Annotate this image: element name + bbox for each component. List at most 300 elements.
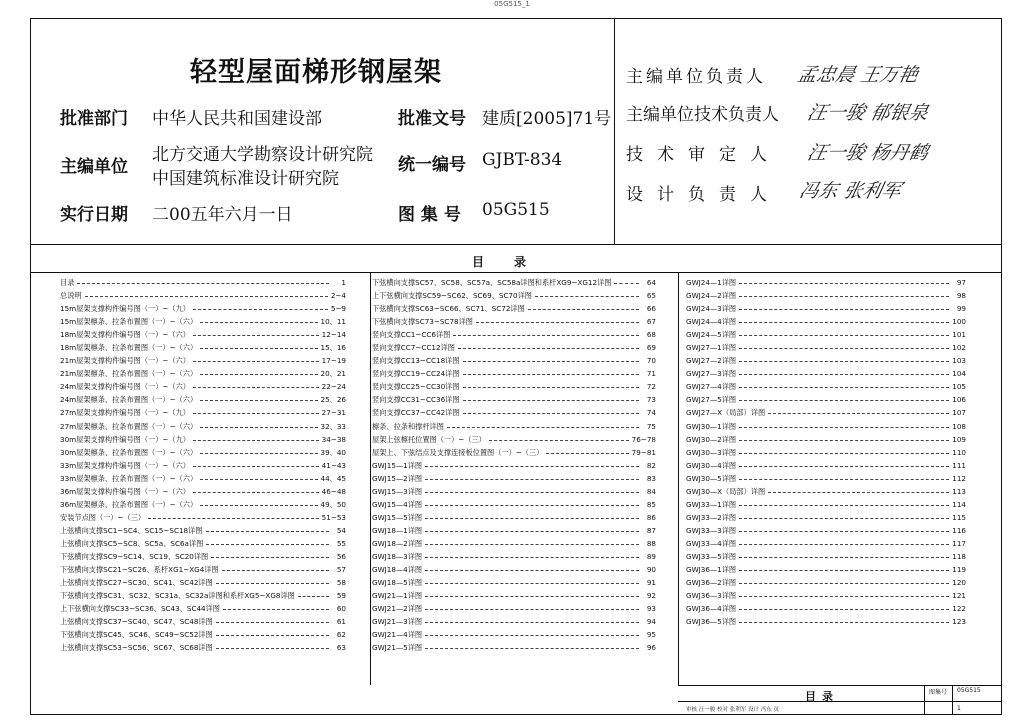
toc-entry-title: GWJ27—1详图	[686, 343, 737, 353]
toc-leader	[739, 335, 949, 336]
toc-entry-title: 18m屋架支撑构件编号图（一）~（六）	[60, 330, 190, 340]
toc-entry-page: 67	[646, 317, 656, 327]
toc-entry-page: 107	[952, 408, 966, 418]
toc-entry	[686, 289, 966, 302]
approve-doc: 建质[2005]71号	[482, 109, 612, 129]
toc-entry	[686, 276, 966, 289]
toc-entry-title: GWJ33—5详图	[686, 551, 737, 561]
toc-entry	[60, 537, 346, 550]
toc-leader	[614, 283, 639, 284]
toc-entry-page: 106	[952, 395, 966, 405]
toc-entry	[686, 615, 966, 628]
chief-unit-head-label: 主编单位负责人	[626, 67, 766, 87]
toc-entry-title: GWJ36—2详图	[686, 578, 737, 588]
toc-entry	[686, 433, 966, 446]
toc-entry-title: GWJ18—5详图	[372, 578, 423, 588]
toc-leader	[216, 635, 329, 636]
toc-leader	[425, 531, 639, 532]
toc-leader	[739, 322, 949, 323]
toc-entry-page: 76~78	[631, 434, 656, 444]
toc-leader	[739, 453, 949, 454]
toc-entry-title: 27m屋架支撑构件编号图（一）~（九）	[60, 408, 190, 418]
toc-entry	[372, 433, 656, 446]
toc-entry-page: 51~53	[321, 512, 346, 522]
toc-entry	[686, 511, 966, 524]
toc-leader	[739, 570, 949, 571]
toc-entry-title: GWJ18—1详图	[372, 525, 423, 535]
toc-entry-title: GWJ36—5详图	[686, 617, 737, 627]
toc-leader	[425, 492, 639, 493]
toc-entry	[372, 289, 656, 302]
toc-entry-title: GWJ36—3详图	[686, 591, 737, 601]
toc-entry-page: 104	[952, 369, 966, 379]
toc-entry	[372, 628, 656, 641]
toc-entry-page: 84	[646, 486, 656, 496]
toc-entry-title: 上弦横向支撑SC37~SC40、SC47、SC48详图	[60, 617, 213, 627]
toc-entry-title: GWJ24—5详图	[686, 330, 737, 340]
toc-entry-title: 竖向支撑CC37~CC42详图	[372, 408, 460, 418]
toc-entry-title: GWJ24—3详图	[686, 304, 737, 314]
toc-entry	[60, 511, 346, 524]
toc-entry-title: GWJ24—4详图	[686, 317, 737, 327]
toc-leader	[739, 609, 949, 610]
toc-entry	[686, 315, 966, 328]
title-block-sep	[952, 685, 953, 715]
toc-leader	[193, 466, 319, 467]
toc-leader	[193, 492, 319, 493]
toc-entry	[60, 276, 346, 289]
toc-entry-title: 21m屋架檩条、拉条布置图（一）~（六）	[60, 369, 198, 379]
toc-leader	[463, 413, 639, 414]
toc-entry-page: 122	[952, 604, 966, 614]
toc-entry-page: 44、45	[320, 473, 346, 483]
toc-leader	[739, 466, 949, 467]
toc-leader	[425, 557, 639, 558]
toc-entry-page: 95	[646, 630, 656, 640]
toc-entry-page: 105	[952, 382, 966, 392]
toc-leader	[200, 400, 317, 401]
toc-entry	[60, 641, 346, 654]
toc-entry-title: 下弦横向支撑SC73~SC78详图	[372, 317, 473, 327]
toc-leader	[425, 570, 639, 571]
toc-leader	[211, 557, 329, 558]
toc-entry-page: 54	[336, 525, 346, 535]
toc-entry-title: GWJ27—4详图	[686, 382, 737, 392]
toc-entry	[60, 315, 346, 328]
toc-leader	[739, 361, 949, 362]
toc-entry-page: 90	[646, 565, 656, 575]
toc-entry-page: 64	[646, 278, 656, 287]
toc-leader	[200, 479, 317, 480]
toc-leader	[193, 361, 319, 362]
toc-entry	[372, 276, 656, 289]
approve-dept-label: 批准部门	[60, 109, 128, 129]
toc-entry	[686, 576, 966, 589]
toc-entry	[686, 393, 966, 406]
toc-entry	[686, 328, 966, 341]
toc-leader	[739, 518, 949, 519]
toc-leader	[77, 283, 329, 284]
toc-entry	[60, 459, 346, 472]
toc-entry-page: 2~4	[330, 291, 346, 301]
toc-entry	[60, 498, 346, 511]
toc-entry	[372, 472, 656, 485]
toc-entry	[60, 406, 346, 419]
toc-leader	[739, 557, 949, 558]
toc-entry-title: GWJ30—4详图	[686, 460, 737, 470]
toc-leader	[739, 374, 949, 375]
toc-entry-page: 61	[336, 617, 346, 627]
toc-entry-title: GWJ15—3详图	[372, 486, 423, 496]
toc-entry-title: 上弦横向支撑SC5~SC8、SC5a、SC6a详图	[60, 538, 204, 548]
toc-entry-title: 屋架上、下弦结点及支撑连接板位置图（一）~（三）	[372, 447, 544, 457]
toc-entry-title: 下弦横向支撑SC45、SC46、SC49~SC52详图	[60, 630, 213, 640]
toc-entry	[372, 393, 656, 406]
toc-entry-title: 21m屋架支撑构件编号图（一）~（六）	[60, 356, 190, 366]
title-block-code-label: 图集号	[929, 689, 948, 696]
toc-entry-page: 34~38	[321, 434, 346, 444]
title-block-code: 05G515	[957, 687, 981, 694]
toc-leader	[739, 309, 949, 310]
toc-leader	[200, 348, 317, 349]
toc-entry-page: 116	[952, 525, 966, 535]
toc-entry-page: 97	[956, 278, 966, 287]
toc-entry-page: 68	[646, 330, 656, 340]
toc-entry-page: 60	[336, 604, 346, 614]
toc-leader	[458, 348, 639, 349]
toc-entry	[686, 354, 966, 367]
toc-entry-page: 15、16	[320, 343, 346, 353]
toc-leader	[535, 296, 639, 297]
toc-entry	[60, 563, 346, 576]
toc-leader	[739, 505, 949, 506]
toc-entry	[372, 576, 656, 589]
toc-entry-page: 96	[646, 643, 656, 653]
toc-entry-page: 93	[646, 604, 656, 614]
toc-entry	[60, 550, 346, 563]
toc-leader	[216, 622, 329, 623]
toc-entry-page: 69	[646, 343, 656, 353]
toc-entry	[372, 367, 656, 380]
atlas-title: 轻型屋面梯形钢屋架	[190, 57, 442, 88]
toc-leader	[739, 583, 949, 584]
toc-entry-page: 88	[646, 538, 656, 548]
toc-heading-rule	[30, 272, 1002, 273]
toc-entry	[372, 641, 656, 654]
toc-entry	[60, 302, 346, 315]
toc-entry-title: GWJ30—1详图	[686, 421, 737, 431]
toc-entry-page: 12~14	[321, 330, 346, 340]
toc-entry-title: 屋架上弦檩托位置图（一）~（三）	[372, 434, 486, 444]
toc-entry-title: GWJ18—2详图	[372, 538, 423, 548]
toc-entry-page: 39、40	[320, 447, 346, 457]
toc-entry-title: 33m屋架支撑构件编号图（一）~（六）	[60, 460, 190, 470]
toc-entry-page: 98	[956, 291, 966, 301]
toc-entry-page: 74	[646, 408, 656, 418]
toc-leader	[768, 492, 949, 493]
toc-entry	[372, 615, 656, 628]
toc-entry-title: 下弦横向支撑SC9~SC14、SC19、SC20详图	[60, 551, 209, 561]
toc-column-2	[372, 276, 656, 654]
toc-entry-page: 94	[646, 617, 656, 627]
toc-entry	[60, 341, 346, 354]
toc-entry-page: 120	[952, 578, 966, 588]
toc-entry-title: GWJ15—4详图	[372, 499, 423, 509]
toc-entry-page: 119	[952, 565, 966, 575]
toc-entry-page: 71	[646, 369, 656, 379]
header-vertical-divider	[614, 18, 615, 244]
atlas-no-label: 图 集 号	[398, 205, 461, 225]
effective-date: 二00五年六月一日	[152, 205, 293, 225]
toc-entry-title: GWJ21—5详图	[372, 643, 423, 653]
toc-entry	[60, 472, 346, 485]
tech-head-label: 主编单位技术负责人	[626, 105, 779, 125]
toc-leader	[216, 583, 329, 584]
toc-entry-title: 安装节点图（一）~（三）	[60, 512, 146, 522]
toc-entry-title: GWJ33—3详图	[686, 525, 737, 535]
toc-entry-title: 36m屋架支撑构件编号图（一）~（六）	[60, 486, 190, 496]
toc-leader	[463, 361, 639, 362]
toc-entry	[60, 289, 346, 302]
toc-entry-page: 49、50	[320, 499, 346, 509]
toc-entry-page: 5~9	[330, 304, 346, 314]
toc-entry-page: 101	[952, 330, 966, 340]
toc-entry	[60, 380, 346, 393]
toc-entry-page: 112	[952, 473, 966, 483]
toc-entry-title: 33m屋架檩条、拉条布置图（一）~（六）	[60, 473, 198, 483]
toc-entry-page: 123	[952, 617, 966, 627]
title-block-sep	[924, 685, 925, 715]
toc-leader	[739, 296, 949, 297]
toc-entry-page: 46~48	[321, 486, 346, 496]
toc-entry	[60, 615, 346, 628]
toc-entry	[686, 472, 966, 485]
toc-entry-title: 下弦横向支撑SC63~SC66、SC71、SC72详图	[372, 304, 525, 314]
toc-entry-title: 30m屋架支撑构件编号图（一）~（九）	[60, 434, 190, 444]
toc-entry	[686, 537, 966, 550]
toc-entry-page: 25、26	[320, 395, 346, 405]
toc-entry-page: 79~81	[631, 447, 656, 457]
toc-entry-title: GWJ27—3详图	[686, 369, 737, 379]
title-block-title: 目录	[805, 690, 839, 703]
toc-entry-page: 56	[336, 551, 346, 561]
toc-entry-page: 58	[336, 578, 346, 588]
toc-entry	[686, 550, 966, 563]
toc-entry-page: 22~24	[321, 382, 346, 392]
toc-entry	[60, 602, 346, 615]
toc-entry-page: 65	[646, 291, 656, 301]
toc-leader	[739, 440, 949, 441]
toc-entry-page: 59	[336, 591, 346, 601]
toc-leader	[193, 309, 328, 310]
toc-entry-title: 竖向支撑CC25~CC30详图	[372, 382, 460, 392]
toc-entry	[372, 446, 656, 459]
toc-entry-title: 上下弦横向支撑SC33~SC36、SC43、SC44详图	[60, 604, 220, 614]
toc-entry-page: 32、33	[320, 421, 346, 431]
toc-entry-page: 100	[952, 317, 966, 327]
toc-leader	[200, 374, 317, 375]
toc-entry-page: 91	[646, 578, 656, 588]
toc-entry	[60, 589, 346, 602]
toc-entry-title: 27m屋架檩条、拉条布置图（一）~（六）	[60, 421, 198, 431]
toc-entry	[372, 511, 656, 524]
toc-entry-title: 竖向支撑CC7~CC12详图	[372, 343, 455, 353]
toc-entry-page: 83	[646, 473, 656, 483]
toc-entry-page: 85	[646, 499, 656, 509]
toc-leader	[425, 609, 639, 610]
toc-entry-page: 86	[646, 512, 656, 522]
toc-entry-title: 24m屋架支撑构件编号图（一）~（六）	[60, 382, 190, 392]
toc-entry	[372, 420, 656, 433]
toc-entry-page: 121	[952, 591, 966, 601]
editor-label: 主编单位	[60, 157, 128, 177]
toc-entry-page: 55	[336, 538, 346, 548]
tech-head-signature: 汪一骏 郁银泉	[805, 102, 931, 124]
toc-entry	[60, 485, 346, 498]
toc-entry-title: 下弦横向支撑SC31、SC32、SC31a、SC32a详图和系杆XG5~XG8详图	[60, 591, 295, 601]
toc-entry	[60, 576, 346, 589]
toc-column-divider-1	[370, 272, 371, 685]
toc-leader	[425, 518, 639, 519]
toc-entry-page: 113	[952, 486, 966, 496]
toc-leader	[739, 531, 949, 532]
toc-entry	[60, 393, 346, 406]
toc-entry-title: 24m屋架檩条、拉条布置图（一）~（六）	[60, 395, 198, 405]
toc-entry-title: GWJ30—X（局部）详图	[686, 486, 766, 496]
toc-entry	[686, 485, 966, 498]
toc-leader	[425, 596, 639, 597]
design-lead-label: 设计负责人	[626, 185, 781, 205]
approve-doc-label: 批准文号	[398, 109, 466, 129]
toc-entry-title: GWJ21—1详图	[372, 591, 423, 601]
toc-entry-title: GWJ15—5详图	[372, 512, 423, 522]
toc-entry	[686, 406, 966, 419]
toc-entry-page: 114	[952, 499, 966, 509]
toc-leader	[216, 648, 329, 649]
toc-entry-title: 上弦横向支撑SC53~SC56、SC67、SC68详图	[60, 643, 213, 653]
toc-entry-page: 17~19	[321, 356, 346, 366]
toc-leader	[223, 609, 329, 610]
toc-entry	[372, 302, 656, 315]
toc-entry	[372, 589, 656, 602]
toc-entry-title: GWJ21—4详图	[372, 630, 423, 640]
toc-entry-title: 檩条、拉条和撑杆详图	[372, 421, 444, 431]
toc-entry-title: 上弦横向支撑SC1~SC4、SC15~SC18详图	[60, 525, 203, 535]
toc-entry	[372, 485, 656, 498]
toc-leader	[739, 427, 949, 428]
toc-entry	[686, 446, 966, 459]
toc-entry	[686, 524, 966, 537]
toc-leader	[739, 348, 949, 349]
toc-entry-title: GWJ15—2详图	[372, 473, 423, 483]
toc-leader	[425, 622, 639, 623]
toc-leader	[200, 505, 317, 506]
toc-entry-title: GWJ30—5详图	[686, 473, 737, 483]
toc-leader	[453, 335, 639, 336]
toc-leader	[739, 544, 949, 545]
toc-leader	[425, 479, 639, 480]
toc-entry	[686, 602, 966, 615]
title-block-page: 1	[957, 705, 961, 712]
toc-entry-title: GWJ33—2详图	[686, 512, 737, 522]
toc-entry-title: GWJ27—5详图	[686, 395, 737, 405]
toc-entry	[686, 498, 966, 511]
toc-entry-page: 1	[341, 278, 346, 287]
toc-leader	[200, 322, 317, 323]
toc-column-divider-2	[678, 272, 679, 685]
toc-entry-page: 72	[646, 382, 656, 392]
toc-entry-title: GWJ27—2详图	[686, 356, 737, 366]
toc-entry-page: 115	[952, 512, 966, 522]
toc-entry-title: 15m屋架檩条、拉条布置图（一）~（六）	[60, 317, 198, 327]
toc-entry	[686, 380, 966, 393]
toc-entry	[60, 367, 346, 380]
toc-leader	[463, 400, 639, 401]
tech-review-label: 技术审定人	[626, 145, 781, 165]
toc-entry-page: 75	[646, 421, 656, 431]
editor-line-1: 北方交通大学勘察设计研究院	[152, 145, 373, 165]
toc-entry-page: 41~43	[321, 460, 346, 470]
toc-entry-page: 66	[646, 304, 656, 314]
toc-entry-title: GWJ36—1详图	[686, 565, 737, 575]
toc-entry	[60, 328, 346, 341]
toc-entry-title: 30m屋架檩条、拉条布置图（一）~（六）	[60, 447, 198, 457]
toc-entry-title: GWJ30—2详图	[686, 434, 737, 444]
toc-entry-page: 57	[336, 565, 346, 575]
toc-entry	[372, 537, 656, 550]
toc-leader	[528, 309, 639, 310]
toc-entry-page: 92	[646, 591, 656, 601]
toc-leader	[489, 440, 629, 441]
toc-entry-page: 117	[952, 538, 966, 548]
toc-entry	[372, 602, 656, 615]
toc-leader	[425, 648, 639, 649]
toc-leader	[425, 544, 639, 545]
toc-entry	[372, 459, 656, 472]
title-block-approvals: 审核 汪一骏 校对 张利军 设计 冯东 页	[686, 707, 779, 713]
toc-entry-title: GWJ27—X（局部）详图	[686, 408, 766, 418]
toc-leader	[193, 387, 319, 388]
toc-entry-title: GWJ30—3详图	[686, 447, 737, 457]
toc-leader	[739, 596, 949, 597]
toc-entry-title: GWJ24—2详图	[686, 291, 737, 301]
toc-entry-page: 110	[952, 447, 966, 457]
toc-leader	[206, 531, 330, 532]
toc-entry-title: 竖向支撑CC1~CC6详图	[372, 330, 451, 340]
toc-leader	[476, 322, 639, 323]
toc-entry-title: 36m屋架檩条、拉条布置图（一）~（六）	[60, 499, 198, 509]
toc-entry-title: 上下弦横向支撑SC59~SC62、SC69、SC70详图	[372, 291, 532, 301]
toc-entry-page: 118	[952, 551, 966, 561]
toc-entry	[60, 420, 346, 433]
approve-dept: 中华人民共和国建设部	[152, 109, 322, 129]
toc-column-3	[686, 276, 966, 628]
toc-leader	[193, 335, 319, 336]
toc-entry-title: 竖向支撑CC19~CC24详图	[372, 369, 460, 379]
toc-leader	[193, 440, 319, 441]
toc-leader	[222, 570, 329, 571]
toc-leader	[425, 505, 639, 506]
toc-entry	[372, 498, 656, 511]
toc-entry-title: 上弦横向支撑SC27~SC30、SC41、SC42详图	[60, 578, 213, 588]
unified-no: GJBT-834	[482, 150, 563, 170]
toc-leader	[425, 583, 639, 584]
toc-entry-page: 109	[952, 434, 966, 444]
toc-entry	[372, 315, 656, 328]
chief-unit-head-signature: 孟忠晨 王万艳	[795, 64, 921, 86]
tech-review-signature: 汪一骏 杨丹鹤	[805, 142, 931, 164]
toc-leader	[206, 544, 329, 545]
